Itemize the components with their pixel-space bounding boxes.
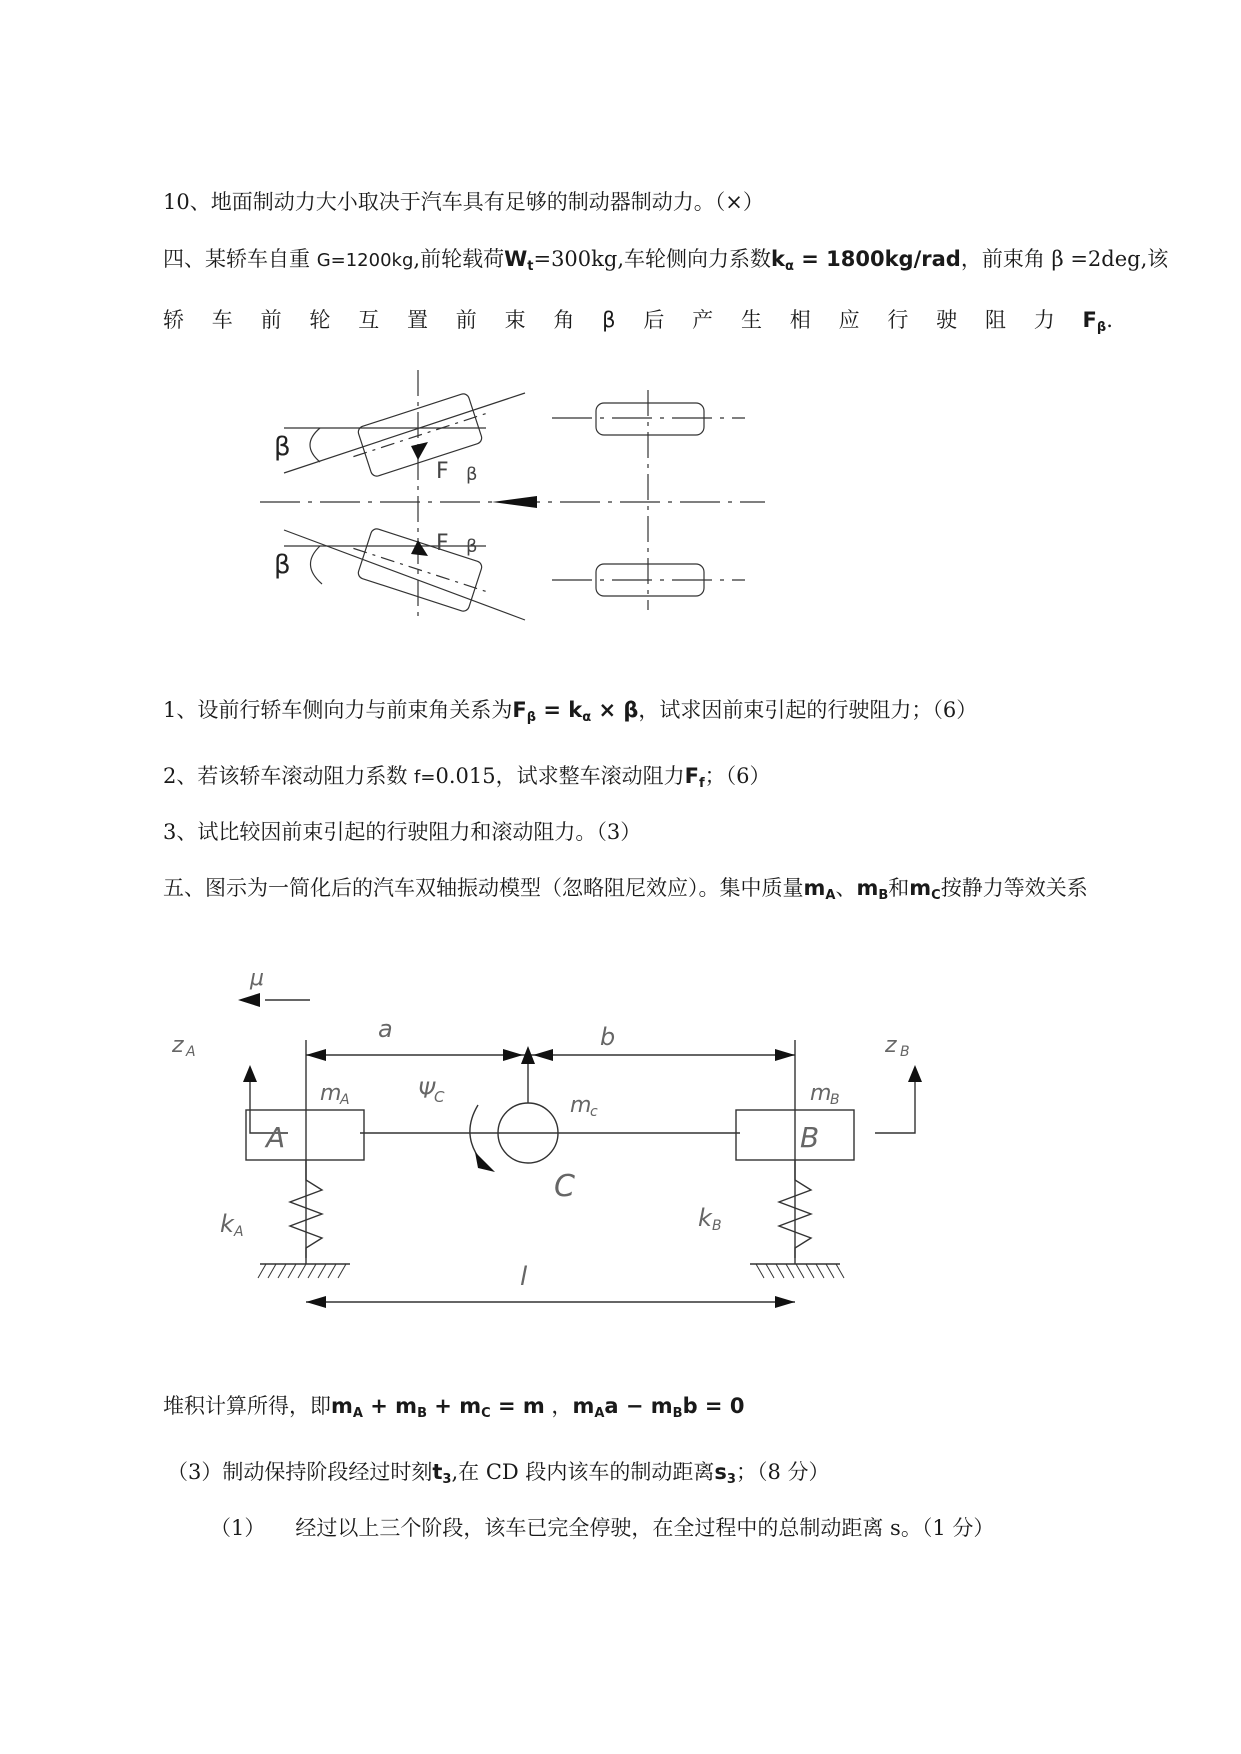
q4-k-symbol: k <box>771 247 785 271</box>
kB-label: k <box>698 1204 712 1232</box>
q4-line2-char: 驶 <box>936 308 958 332</box>
q5-mA-sub: A <box>825 888 836 903</box>
q3-mid: ,在 CD 段内该车的制动距离 <box>451 1460 715 1484</box>
center-C-label: C <box>554 1169 575 1204</box>
eq2-m: m <box>572 1394 595 1418</box>
q4-mid1: ,前轮载荷 <box>413 247 505 271</box>
q4-k-sub: α <box>784 259 794 274</box>
q1-line <box>210 1514 994 1542</box>
q3-s-sub: 3 <box>726 1472 736 1487</box>
eq2-subB: B <box>672 1406 683 1421</box>
eq2-subA: A <box>594 1406 605 1421</box>
q4-line2-char: 后 <box>643 308 665 332</box>
q4-line2 <box>163 306 1113 342</box>
q4-1-formula-rest: = k <box>536 698 583 722</box>
q4-line2-force <box>1083 306 1113 342</box>
q5-mB-sub: B <box>878 888 889 903</box>
b-label: b <box>600 1023 616 1051</box>
q4-line2-char: 束 <box>504 308 526 332</box>
q4-2-line <box>163 762 770 798</box>
q4-1-line <box>163 696 977 732</box>
q4-1-prefix: 1、设前行轿车侧向力与前束角关系为 <box>163 698 513 722</box>
q4-2-f: f= <box>414 767 436 788</box>
q4-2-F: F <box>684 764 699 788</box>
q4-line1 <box>163 245 1168 281</box>
mB-sub: B <box>830 1092 840 1108</box>
zA-sub: A <box>186 1044 196 1060</box>
q4-F-sub: β <box>1096 320 1107 335</box>
q4-wt-sub: t <box>527 259 534 274</box>
q4-1-formula-end: × β <box>591 698 639 722</box>
kB-sub: B <box>712 1218 722 1234</box>
q4-line2-char: 轮 <box>309 308 331 332</box>
eq1-end: = m <box>490 1394 545 1418</box>
mA-label: m <box>320 1081 342 1106</box>
q5-prefix: 五、图示为一简化后的汽车双轴振动模型（忽略阻尼效应）。集中质量 <box>163 876 804 900</box>
q4-weight: G=1200kg <box>316 250 414 271</box>
eq1-subA: A <box>352 1406 363 1421</box>
mC-sub: c <box>590 1104 598 1120</box>
q4-2-suffix: ；（6） <box>704 764 771 788</box>
kA-label: k <box>220 1210 234 1238</box>
q4-line2-char: 置 <box>406 308 428 332</box>
a-label: a <box>378 1015 393 1043</box>
mu-label: μ <box>250 966 264 991</box>
q4-line2-char: 产 <box>692 308 714 332</box>
q5-mC: m <box>909 876 932 900</box>
q4-line2-char: 行 <box>887 308 909 332</box>
eq1-subB: B <box>417 1406 427 1421</box>
q4-1-formula-f: F <box>512 698 527 722</box>
q4-3-line: 3、试比较因前束引起的行驶阻力和滚动阻力。（3） <box>163 820 642 844</box>
eq2-a: a − m <box>604 1394 673 1418</box>
q4-1-suffix: ，试求因前束引起的行驶阻力；（6） <box>638 698 978 722</box>
q4-F-symbol: F <box>1082 308 1097 332</box>
force-sub-bottom: β <box>466 536 478 557</box>
toe-angle-figure <box>240 370 800 630</box>
q4-2-prefix: 2、若该轿车滚动阻力系数 <box>163 764 415 788</box>
eq1-p1: + m <box>362 1394 418 1418</box>
mB-label: m <box>810 1081 832 1106</box>
q5-mC-sub: C <box>931 888 941 903</box>
q4-line2-char: 轿 <box>163 308 184 332</box>
q3-line <box>167 1458 830 1494</box>
q4-line2-char: 角 <box>553 308 575 332</box>
eq-sep: ， <box>544 1394 573 1418</box>
q3-prefix: （3）制动保持阶段经过时刻 <box>167 1460 433 1484</box>
q4-prefix: 四、某轿车自重 <box>163 247 317 271</box>
q4-wt-symbol: W <box>504 247 528 271</box>
q4-wt-val: =300kg <box>533 247 618 271</box>
force-sub-top: β <box>466 464 478 485</box>
q4-1-formula-sub: β <box>526 710 537 725</box>
zB-sub: B <box>900 1044 910 1060</box>
q1-text: 经过以上三个阶段，该车已完全停驶，在全过程中的总制动距离 s。（1 分） <box>295 1516 995 1540</box>
q4-line2-char: 相 <box>789 308 811 332</box>
q1-num: （1） <box>210 1516 266 1540</box>
q3-t: t <box>432 1460 443 1484</box>
q5-line <box>163 874 1088 910</box>
q3-t-sub: 3 <box>442 1472 452 1487</box>
zA-label: z <box>172 1033 184 1058</box>
q5-cont-line <box>163 1392 744 1428</box>
q4-mid2: ,车轮侧向力系数 <box>617 247 772 271</box>
q5-mB: m <box>856 876 879 900</box>
kA-sub: A <box>234 1224 244 1240</box>
beta-label-top: β <box>274 432 291 462</box>
q4-2-fval: 0.015，试求整车滚动阻力 <box>435 764 685 788</box>
q4-line2-char: 阻 <box>984 308 1006 332</box>
q5-sep: 、 <box>835 876 857 900</box>
force-label-bottom: F <box>436 531 449 556</box>
q4-line2-char: 车 <box>211 308 233 332</box>
psiC-sub: C <box>434 1088 445 1106</box>
block-A-label: A <box>266 1121 286 1154</box>
q5-suffix: 按静力等效关系 <box>940 876 1088 900</box>
eq1-m: m <box>331 1394 353 1418</box>
eq1-p2: + m <box>426 1394 482 1418</box>
q4-line2-char: 力 <box>1033 308 1055 332</box>
l-label: l <box>520 1262 528 1292</box>
q4-suffix: ，前束角 β =2deg,该 <box>960 247 1169 271</box>
q4-line2-char: 应 <box>838 308 860 332</box>
mA-sub: A <box>340 1092 350 1108</box>
zB-label: z <box>885 1033 897 1058</box>
q4-line2-char: β <box>602 308 616 332</box>
block-B-label: B <box>800 1121 820 1154</box>
q4-line2-char: 前 <box>455 308 477 332</box>
eq1-subC: C <box>481 1406 491 1421</box>
q4-line2-char: 前 <box>260 308 282 332</box>
q3-s: s <box>714 1460 727 1484</box>
q4-line2-char: 互 <box>358 308 380 332</box>
q5-mA: m <box>803 876 826 900</box>
eq2-end: b = 0 <box>682 1394 745 1418</box>
q4-F-end: . <box>1106 308 1113 332</box>
vibration-model-figure <box>150 940 930 1340</box>
q5-cont-prefix: 堆积计算所得，即 <box>163 1394 331 1418</box>
q3-suffix: ；（8 分） <box>735 1460 830 1484</box>
q4-k-val: = 1800kg/rad <box>793 247 961 271</box>
force-label-top: F <box>436 459 449 484</box>
q4-line2-char: 生 <box>740 308 762 332</box>
q4-2-F-sub: f <box>698 776 705 791</box>
q4-1-formula-sub2: α <box>582 710 592 725</box>
mC-label: m <box>570 1093 592 1118</box>
q5-and: 和 <box>888 876 910 900</box>
psiC-label: Ψ <box>418 1079 436 1104</box>
q10-line: 10、地面制动力大小取决于汽车具有足够的制动器制动力。（×） <box>163 190 764 214</box>
beta-label-bottom: β <box>274 550 291 580</box>
